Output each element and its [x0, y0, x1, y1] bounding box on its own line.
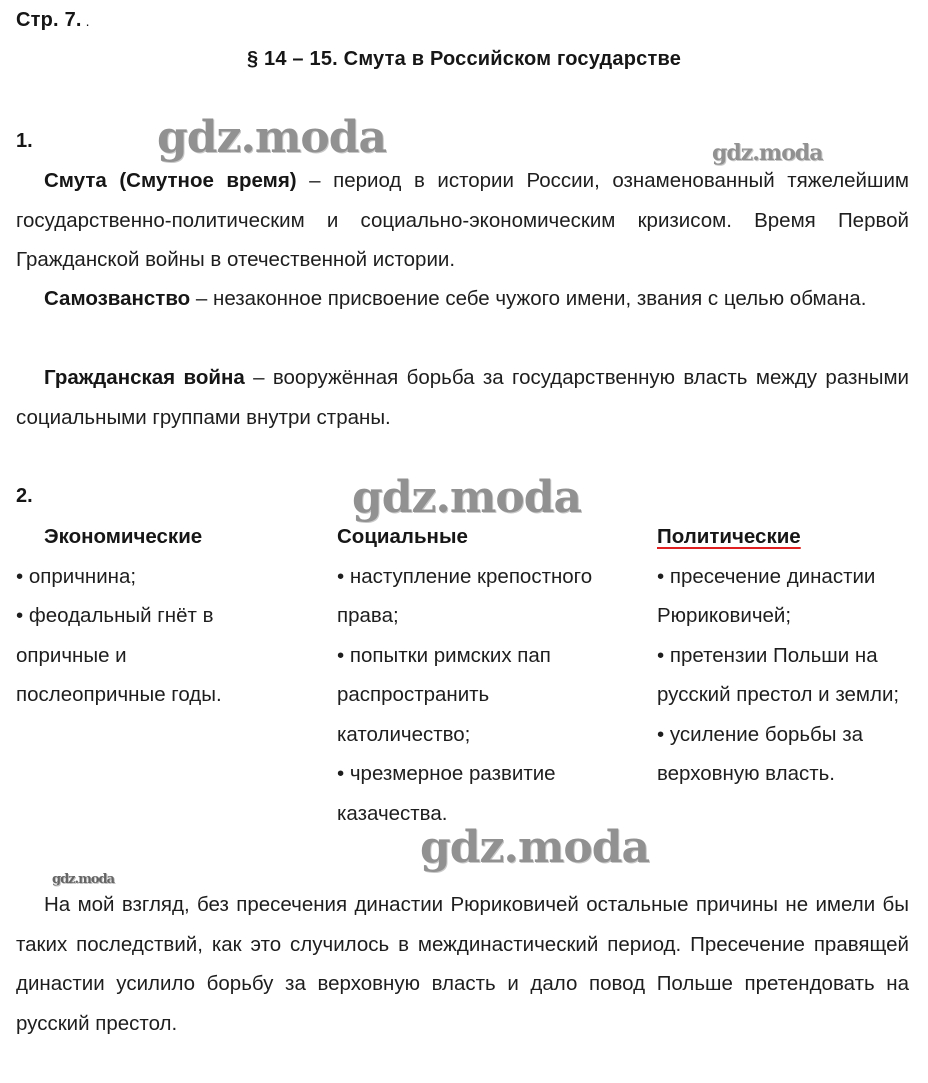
page-label-extra: .	[85, 13, 90, 29]
watermark-logo: gdz.moda	[52, 872, 115, 887]
term-samozvanstvo: Самозванство	[44, 287, 191, 310]
column-political-heading: Политические	[657, 525, 801, 548]
task-2-number: 2.	[16, 485, 33, 507]
definition-smuta-text: – период в истории России, ознаменованный тяжелейшим государственно-политическим и социально-экономическим кризисом. Время Первой Гражданской войны в отечественной истории.	[16, 169, 909, 271]
watermark-logo: gdz.moda	[712, 140, 823, 166]
column-political	[657, 517, 917, 794]
column-economic-heading: Экономические	[44, 525, 203, 548]
section-title: § 14 – 15. Смута в Российском государстве	[246, 48, 682, 70]
term-civil-war: Гражданская война	[44, 366, 245, 389]
column-social-heading: Социальные	[337, 525, 468, 548]
conclusion-text: На мой взгляд, без пресечения династии Рюриковичей остальные причины не имели бы таких последствий, как это случилось в междинастический период. Пресечение правящей династии усилило борьбу за верховную власть и дало повод Польше претендовать на русский престол.	[16, 893, 909, 1035]
list-item: • попытки римских пап распространить католичество;	[337, 643, 551, 746]
list-item: • усиление борьбы за верховную власть.	[657, 722, 864, 785]
page-label-text: Стр. 7.	[16, 9, 82, 31]
list-item: • феодальный гнёт в опричные и послеопричные годы.	[16, 604, 222, 706]
list-item: • наступление крепостного права;	[337, 564, 593, 627]
watermark-logo: gdz.moda	[420, 822, 650, 873]
definition-samozvanstvo-text: – незаконное присвоение себе чужого имени, звания с целью обмана.	[190, 287, 867, 310]
page-label	[16, 9, 90, 32]
task-1-number: 1.	[16, 130, 33, 152]
definition-civil-war	[16, 358, 909, 437]
definition-civil-war-text: – вооружённая борьба за государственную власть между разными социальными группами внутри страны.	[16, 366, 909, 429]
list-item: • опричнина;	[16, 564, 137, 588]
list-item: • претензии Польши на русский престол и земли;	[657, 643, 900, 706]
watermark-logo: gdz.moda	[157, 112, 387, 163]
list-item: • пресечение династии Рюриковичей;	[657, 564, 876, 627]
list-item: • чрезмерное развитие казачества.	[337, 762, 556, 825]
watermark-logo: gdz.moda	[352, 472, 582, 523]
definition-samozvanstvo	[16, 279, 909, 319]
column-political-heading-wrap	[657, 517, 917, 557]
term-smuta: Смута (Смутное время)	[44, 169, 297, 192]
column-social	[337, 517, 617, 833]
conclusion-paragraph	[16, 885, 909, 1043]
definition-smuta	[16, 161, 909, 280]
column-economic	[16, 517, 276, 715]
